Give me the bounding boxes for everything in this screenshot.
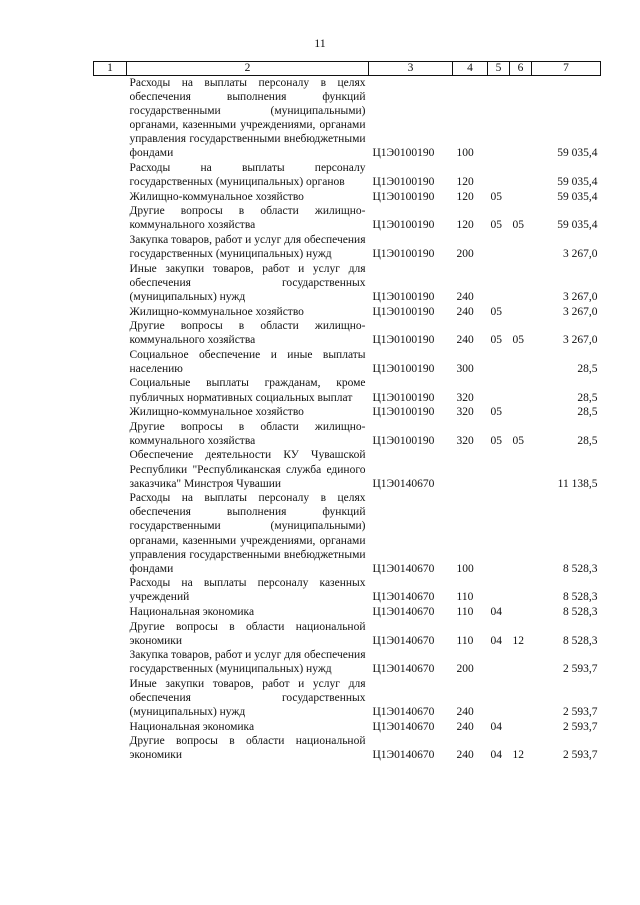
row-blank-cell [94,734,127,763]
table-row [94,233,601,262]
row-amount: 8 528,3 [563,605,598,618]
table-body [94,76,601,764]
row-target-code: Ц1Э0140670 [372,749,435,762]
row-subsection [510,190,532,205]
row-expense-type: 110 [456,591,474,604]
row-target-code: Ц1Э0100190 [372,147,435,160]
row-section: 05 [490,305,502,318]
row-name: Национальная экономика [129,720,255,733]
row-target-code: Ц1Э0100190 [372,391,435,404]
row-subsection: 12 [512,634,524,647]
row-amount: 28,5 [577,362,598,375]
row-subsection [510,233,532,262]
row-blank-cell [94,376,127,405]
row-amount: 2 593,7 [563,720,598,733]
table-row [94,420,601,449]
header-col-4: 4 [453,62,488,76]
row-section: 05 [490,334,502,347]
row-blank-cell [94,576,127,605]
row-blank-cell [94,319,127,348]
row-amount: 3 267,0 [563,248,598,261]
row-target-code: Ц1Э0140670 [372,591,435,604]
row-blank-cell [94,491,127,576]
row-name: Другие вопросы в области национальной экономики [129,620,366,647]
table-row [94,648,601,677]
row-expense-type: 240 [456,749,474,762]
row-expense-type: 100 [456,562,474,575]
row-blank-cell [94,262,127,305]
row-amount: 8 528,3 [563,634,598,647]
row-target-code: Ц1Э0140670 [372,562,435,575]
row-name: Социальные выплаты гражданам, кроме публичных нормативных социальных выплат [129,377,366,404]
row-section [488,648,510,677]
row-blank-cell [94,305,127,320]
row-target-code: Ц1Э0100190 [372,219,435,232]
header-col-1: 1 [94,62,127,76]
row-subsection [510,76,532,162]
row-expense-type: 320 [456,434,474,447]
row-amount: 3 267,0 [563,290,598,303]
row-name: Расходы на выплаты персоналу государственных (муниципальных) органов [129,162,366,189]
row-target-code: Ц1Э0100190 [372,406,435,419]
table-row [94,605,601,620]
row-name: Другие вопросы в области жилищно-коммунального хозяйства [129,420,366,447]
row-subsection [510,448,532,491]
table-row [94,376,601,405]
row-amount: 59 035,4 [557,219,598,232]
row-section [488,233,510,262]
row-section [488,576,510,605]
row-amount: 59 035,4 [557,190,598,203]
row-target-code: Ц1Э0100190 [372,190,435,203]
row-blank-cell [94,190,127,205]
row-subsection [510,405,532,420]
row-name: Национальная экономика [129,605,255,618]
row-target-code: Ц1Э0140670 [372,634,435,647]
row-expense-type: 120 [456,176,474,189]
table-row [94,720,601,735]
row-name: Другие вопросы в области жилищно-коммунального хозяйства [129,320,366,347]
row-amount: 8 528,3 [563,591,598,604]
header-col-5: 5 [488,62,510,76]
row-blank-cell [94,204,127,233]
row-expense-type [453,448,488,491]
row-subsection [510,161,532,190]
row-target-code: Ц1Э0100190 [372,305,435,318]
row-expense-type: 120 [456,190,474,203]
row-subsection [510,305,532,320]
table-row [94,204,601,233]
row-subsection: 05 [512,334,524,347]
row-name: Жилищно-коммунальное хозяйство [129,190,304,203]
row-section: 05 [490,219,502,232]
row-expense-type: 240 [456,720,474,733]
row-section [488,348,510,377]
row-expense-type: 240 [456,290,474,303]
row-name: Обеспечение деятельности КУ Чувашской Республики "Республиканская служба единого заказчика" Минстроя Чувашии [129,449,366,490]
row-name: Жилищно-коммунальное хозяйство [129,305,304,318]
row-expense-type: 200 [456,248,474,261]
row-name: Расходы на выплаты персоналу в целях обеспечения выполнения функций государственными (муниципальными) органами, казенными учреждениями, органами управления государственными внебюджетными фондами [129,77,366,160]
row-subsection [510,491,532,576]
table-row [94,190,601,205]
row-name: Расходы на выплаты персоналу казенных учреждений [129,577,366,604]
row-amount: 28,5 [577,391,598,404]
row-section [488,76,510,162]
table-row [94,405,601,420]
row-section [488,376,510,405]
row-amount: 8 528,3 [563,562,598,575]
table-row [94,576,601,605]
header-col-6: 6 [510,62,532,76]
row-expense-type: 110 [456,605,474,618]
row-blank-cell [94,405,127,420]
row-blank-cell [94,648,127,677]
row-section [488,448,510,491]
row-blank-cell [94,720,127,735]
header-col-7: 7 [532,62,601,76]
row-name: Закупка товаров, работ и услуг для обеспечения государственных (муниципальных) нужд [129,649,366,676]
row-section [488,161,510,190]
row-name: Другие вопросы в области национальной экономики [129,735,366,762]
row-target-code: Ц1Э0140670 [372,663,435,676]
table-row [94,734,601,763]
row-name: Другие вопросы в области жилищно-коммунального хозяйства [129,205,366,232]
row-section: 05 [490,406,502,419]
header-col-3: 3 [369,62,453,76]
page-number: 11 [314,36,326,50]
row-blank-cell [94,348,127,377]
row-blank-cell [94,677,127,720]
row-amount: 2 593,7 [563,749,598,762]
table-row [94,262,601,305]
row-target-code: Ц1Э0100190 [372,362,435,375]
table-row [94,677,601,720]
row-section [488,677,510,720]
row-subsection [510,576,532,605]
header-col-2: 2 [127,62,369,76]
row-name: Иные закупки товаров, работ и услуг для обеспечения государственных (муниципальных) нужд [129,677,366,719]
row-expense-type: 300 [456,362,474,375]
row-subsection [510,376,532,405]
table-row [94,448,601,491]
row-subsection [510,605,532,620]
row-target-code: Ц1Э0140670 [372,477,435,490]
row-name: Жилищно-коммунальное хозяйство [129,406,304,419]
row-section [488,262,510,305]
row-subsection: 05 [512,434,524,447]
row-expense-type: 100 [456,147,474,160]
row-amount: 3 267,0 [563,305,598,318]
table-row [94,620,601,649]
row-blank-cell [94,161,127,190]
row-subsection [510,677,532,720]
row-subsection: 05 [512,219,524,232]
row-section: 04 [490,749,502,762]
row-target-code: Ц1Э0100190 [372,248,435,261]
row-amount: 28,5 [577,406,598,419]
row-expense-type: 320 [456,391,474,404]
row-section: 05 [490,190,502,203]
row-blank-cell [94,76,127,162]
row-target-code: Ц1Э0100190 [372,176,435,189]
row-section: 04 [490,605,502,618]
row-expense-type: 240 [456,305,474,318]
row-target-code: Ц1Э0100190 [372,334,435,347]
row-blank-cell [94,233,127,262]
row-blank-cell [94,605,127,620]
row-amount: 2 593,7 [563,706,598,719]
row-amount: 2 593,7 [563,663,598,676]
row-amount: 28,5 [577,434,598,447]
row-subsection [510,262,532,305]
row-expense-type: 320 [456,406,474,419]
row-name: Расходы на выплаты персоналу в целях обеспечения выполнения функций государственными (муниципальными) органами, казенными учреждениями, органами управления государственными внебюджетными фондами [129,492,366,575]
row-expense-type: 110 [456,634,474,647]
row-blank-cell [94,620,127,649]
table-row [94,76,601,162]
row-name: Иные закупки товаров, работ и услуг для обеспечения государственных (муниципальных) нужд [129,262,366,303]
table-row [94,305,601,320]
row-expense-type: 240 [456,706,474,719]
row-section: 05 [490,434,502,447]
row-section [488,491,510,576]
row-target-code: Ц1Э0140670 [372,706,435,719]
row-target-code: Ц1Э0140670 [372,720,435,733]
table-row [94,491,601,576]
table-row [94,348,601,377]
row-blank-cell [94,448,127,491]
row-target-code: Ц1Э0100190 [372,290,435,303]
row-expense-type: 240 [456,334,474,347]
row-expense-type: 120 [456,219,474,232]
row-expense-type: 200 [456,663,474,676]
row-name: Закупка товаров, работ и услуг для обеспечения государственных (муниципальных) нужд [129,234,366,261]
row-amount: 3 267,0 [563,334,598,347]
row-blank-cell [94,420,127,449]
row-name: Социальное обеспечение и иные выплаты населению [129,348,366,375]
table-row [94,319,601,348]
row-section: 04 [490,634,502,647]
row-section: 04 [490,720,502,733]
row-amount: 59 035,4 [557,176,598,189]
header-row [94,62,601,76]
budget-table [93,61,601,763]
row-target-code: Ц1Э0140670 [372,605,435,618]
row-amount: 11 138,5 [557,477,598,490]
row-target-code: Ц1Э0100190 [372,434,435,447]
row-amount: 59 035,4 [557,147,598,160]
row-subsection: 12 [512,749,524,762]
row-subsection [510,348,532,377]
table-row [94,161,601,190]
row-subsection [510,720,532,735]
row-subsection [510,648,532,677]
